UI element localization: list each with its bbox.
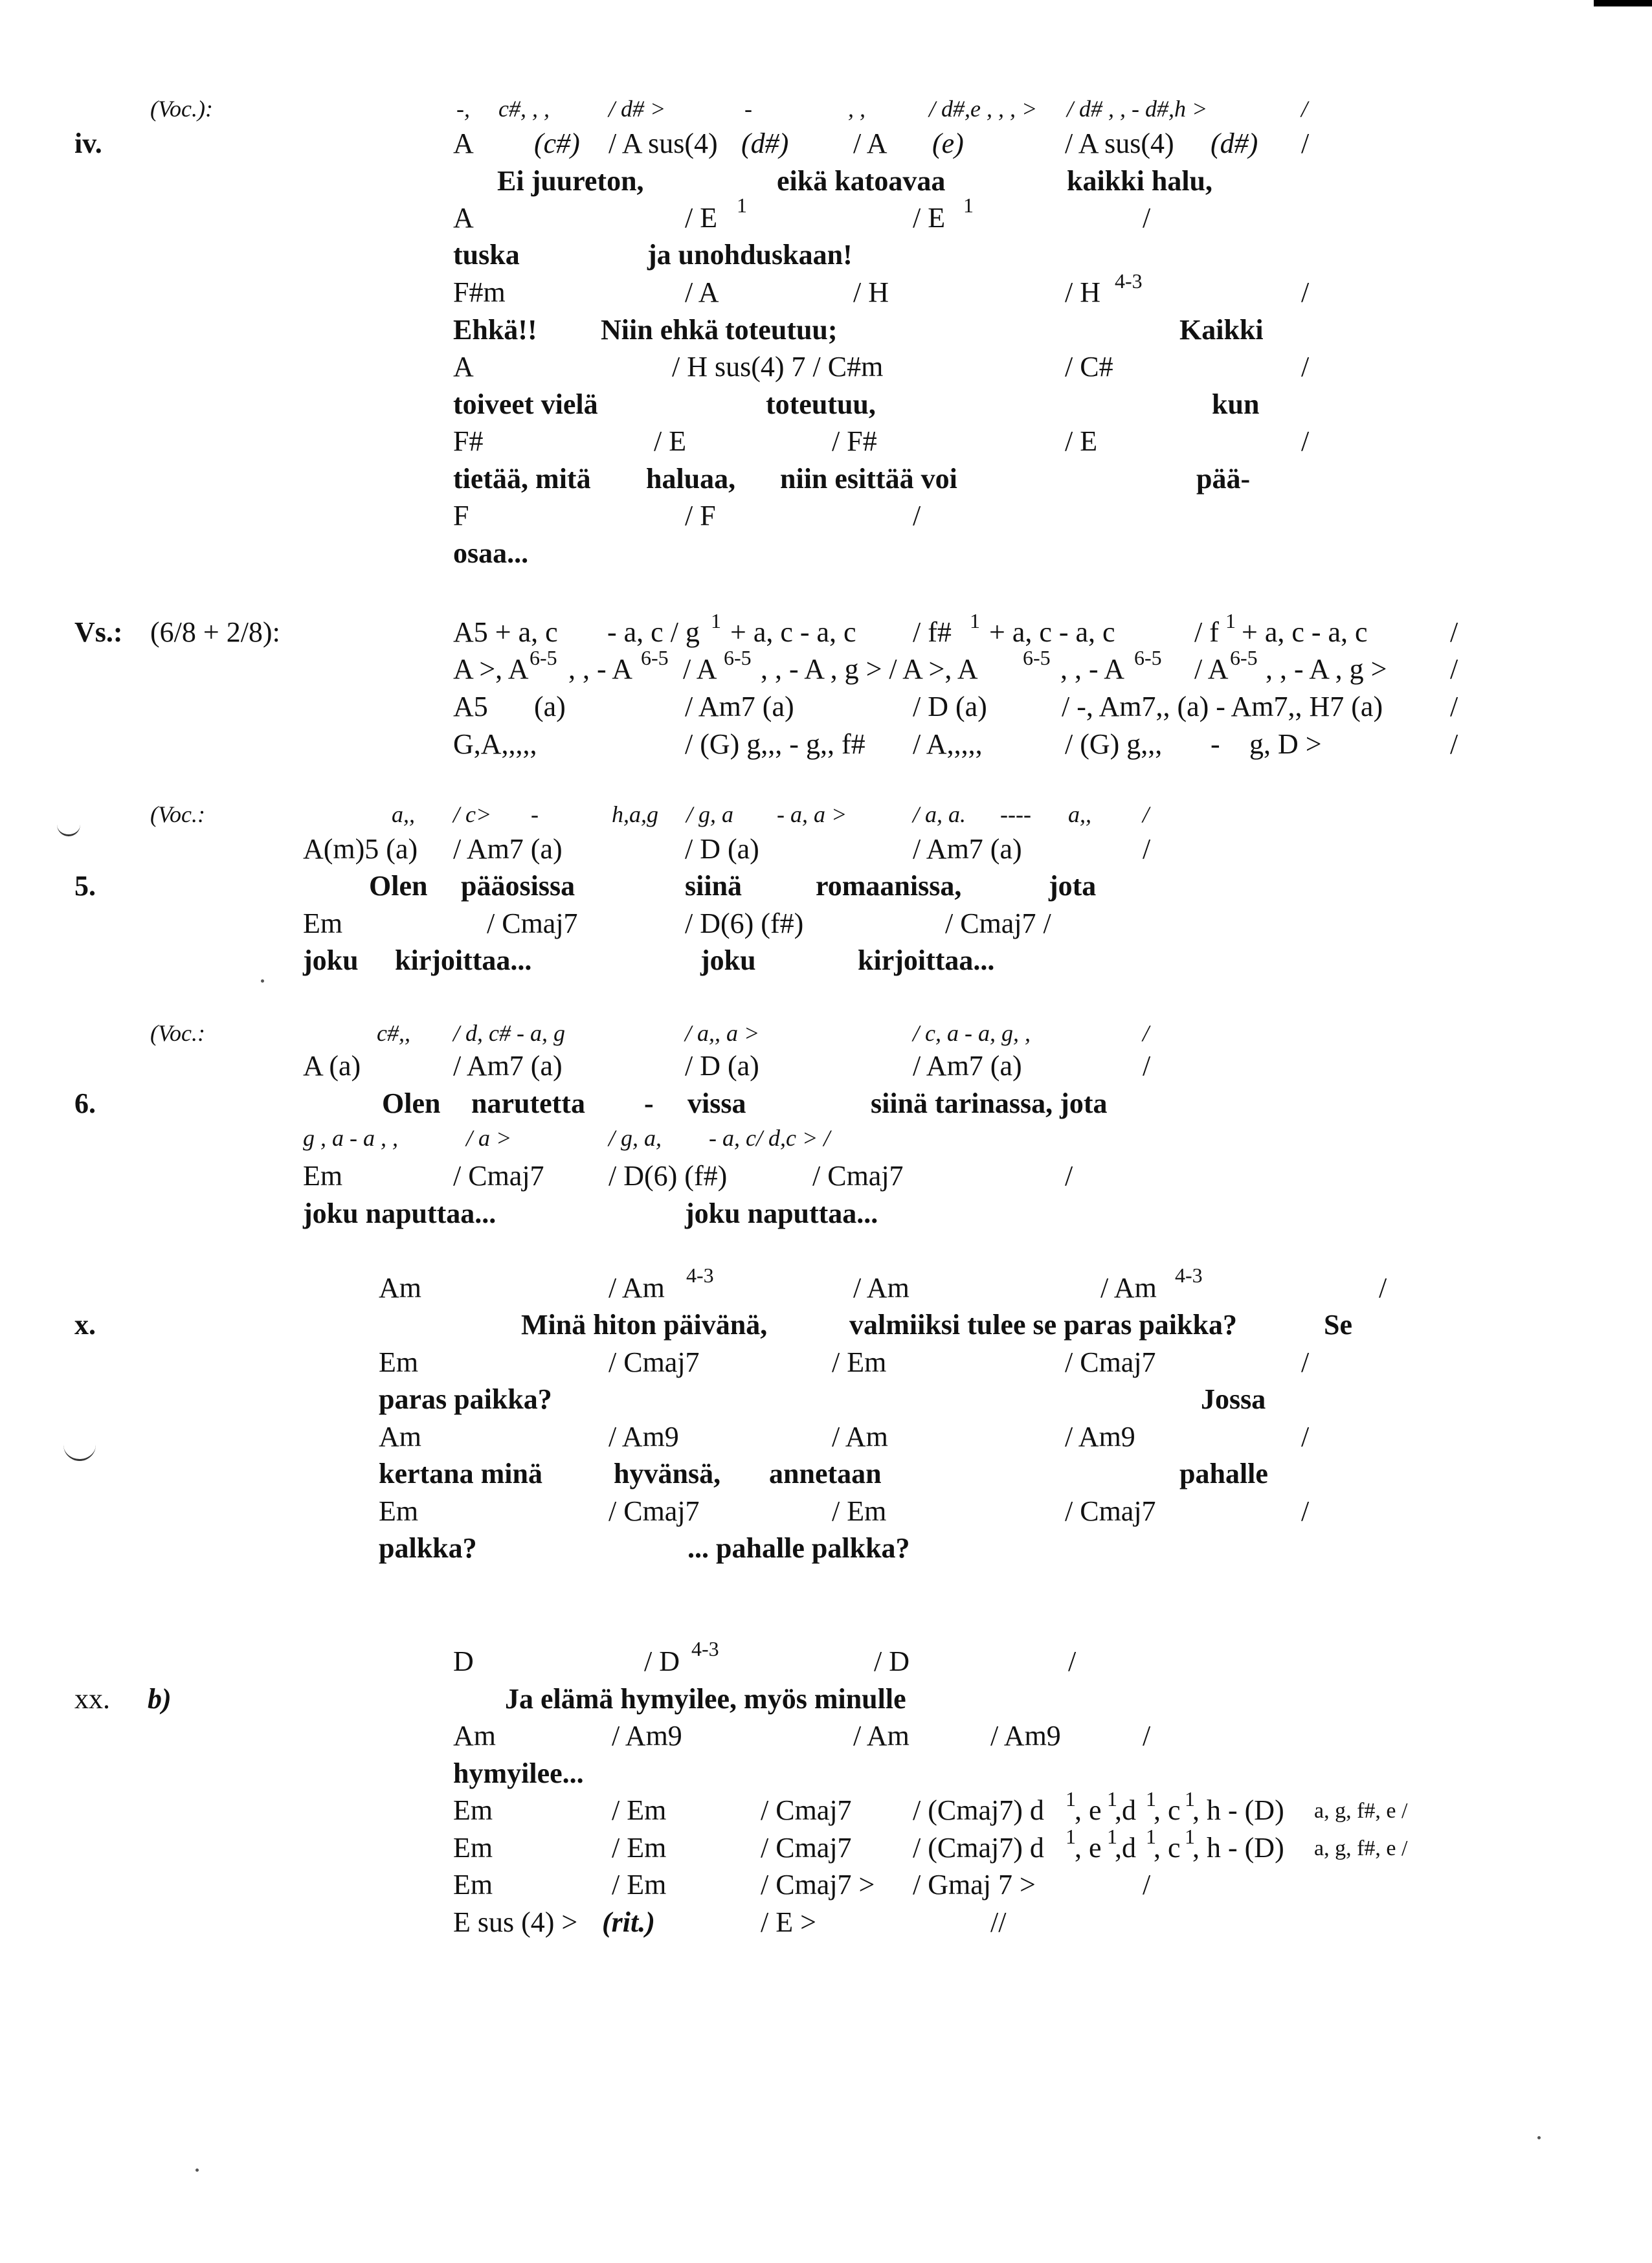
lyric: - [644, 1087, 654, 1119]
chord: Em [379, 1495, 419, 1527]
lyric: Ei juureton, [497, 165, 644, 197]
chord: / -, Am7,, (a) - Am7,, H7 (a) [1062, 691, 1383, 722]
chord: A5 [453, 691, 488, 722]
chord-superscript: 1 [1066, 1825, 1076, 1848]
section-label: 5. [74, 870, 96, 902]
s5-lyric-line-1 [0, 872, 1652, 911]
chord-notes: a, g, f#, e / [1314, 1836, 1408, 1860]
chord-note: (c#) [534, 128, 580, 159]
chord: / D(6) (f#) [608, 1160, 728, 1192]
chord: / (Cmaj7) d [913, 1794, 1044, 1826]
chord: D [453, 1645, 474, 1677]
chord-superscript: 6-5 [530, 646, 557, 669]
chord: / E [1065, 425, 1098, 457]
voc-note: / c> [453, 801, 492, 827]
vs-line-4 [0, 730, 1652, 769]
iv-lyric-line-1 [0, 167, 1652, 206]
chord: / Cmaj7 [487, 908, 578, 939]
chord: / Cmaj7 [1065, 1346, 1156, 1378]
lyric: hymyilee... [453, 1757, 584, 1789]
chord: / D (a) [685, 1050, 759, 1082]
chord-superscript: 6-5 [1230, 646, 1258, 669]
bar-line: / [1301, 351, 1310, 383]
chord: / A [683, 653, 717, 685]
lyric: narutetta [471, 1087, 585, 1119]
s6-chord-line-1 [0, 1052, 1652, 1091]
lyric: siinä [685, 870, 742, 902]
xx-chord-line-3 [0, 1787, 1652, 1835]
chord: / A,,,,, [913, 728, 983, 760]
chord-superscript: 4-3 [686, 1264, 714, 1287]
voc-note: a,, [392, 801, 415, 827]
chord: / Cmaj7 [812, 1160, 904, 1192]
chord: + a, c - a, c [730, 616, 856, 648]
lyric: vissa [687, 1087, 746, 1119]
chord: A >, A [453, 653, 529, 685]
chord-superscript: 1 [1146, 1787, 1156, 1811]
iv-chord-line-5 [0, 427, 1652, 466]
voc-note: c#,, [377, 1020, 410, 1046]
voc-note: / d# , , - d#,h > [1067, 96, 1208, 122]
xx-chord-line-6 [0, 1908, 1652, 1947]
chord: , c [1154, 1794, 1181, 1826]
voc-note: / g, a, [608, 1125, 662, 1151]
chord-note: (e) [932, 128, 964, 159]
bar-line: / [1450, 653, 1458, 685]
bar-line: / [1301, 1421, 1310, 1453]
lyric: ... pahalle palkka? [687, 1532, 910, 1564]
xx-chord-line-5 [0, 1871, 1652, 1910]
chord: E sus (4) > [453, 1906, 578, 1938]
chord: / Cmaj7 [608, 1495, 700, 1527]
bar-line: / [1450, 691, 1458, 722]
bar-line: / [1143, 801, 1150, 827]
chord: / A [1194, 653, 1229, 685]
bar-line: / [1450, 728, 1458, 760]
chord: A(m)5 (a) [303, 833, 418, 865]
chord: / Cmaj7 > [761, 1869, 875, 1901]
lyric: Jossa [1201, 1383, 1266, 1415]
chord-superscript: 1 [1225, 609, 1236, 632]
voc-note: / a > [466, 1125, 512, 1151]
chord: / Cmaj7 / [945, 908, 1051, 939]
chord-superscript: 4-3 [1115, 269, 1143, 293]
chord: / (Cmaj7) d [913, 1832, 1044, 1864]
lyric: tietää, mitä [453, 463, 591, 495]
lyric: tuska [453, 239, 520, 271]
chord: / Cmaj7 [761, 1832, 852, 1864]
chord: / A [685, 276, 719, 308]
iv-chord-line-6 [0, 502, 1652, 541]
section-label: 6. [74, 1087, 96, 1119]
chord: ,d [1115, 1832, 1136, 1864]
section-label: x. [74, 1309, 96, 1341]
bar-line: / [1143, 1720, 1151, 1752]
iv-chord-line-3 [0, 269, 1652, 317]
lyric: Se [1324, 1309, 1352, 1341]
voc-note: / g, a [686, 801, 734, 827]
lyric: toteutuu, [766, 388, 876, 420]
chord: / E > [761, 1906, 816, 1938]
xx-lyric-line-1 [0, 1685, 1652, 1724]
voc-note: - a, c/ d,c > / [709, 1125, 831, 1151]
lyric: jota [1049, 870, 1097, 902]
lyric: palkka? [379, 1532, 477, 1564]
iv-lyric-line-3 [0, 316, 1652, 355]
chord: (a) [534, 691, 566, 722]
lyric: Kaikki [1179, 314, 1264, 346]
chord: / Am7 (a) [913, 1050, 1022, 1082]
chord: / Am [853, 1272, 910, 1304]
chord: / D (a) [913, 691, 987, 722]
chord: Am [379, 1421, 421, 1453]
voc-note: / a, a. [913, 801, 966, 827]
chord: / Cmaj7 [1065, 1495, 1156, 1527]
section-label: Vs.: [74, 616, 123, 648]
voc-note: g , a - a , , [303, 1125, 398, 1151]
chord: / F# [832, 425, 877, 457]
lyric: paras paikka? [379, 1383, 552, 1415]
chord: / Am9 [1065, 1421, 1135, 1453]
chord-superscript: 1 [1185, 1787, 1195, 1811]
chord: / Em [612, 1869, 667, 1901]
chord: F#m [453, 276, 506, 308]
lyric: joku naputtaa... [685, 1198, 878, 1229]
vs-line-3 [0, 693, 1652, 731]
lyric: eikä katoavaa [777, 165, 946, 197]
voc-note: - [531, 801, 539, 827]
x-chord-line-2 [0, 1348, 1652, 1387]
lyric: kun [1212, 388, 1260, 420]
chord-superscript: 6-5 [1134, 646, 1162, 669]
chord: , e [1075, 1832, 1102, 1864]
chord: / Cmaj7 [761, 1794, 852, 1826]
x-chord-line-4 [0, 1497, 1652, 1536]
chord: + a, c - a, c [989, 616, 1115, 648]
tempo-marking: (rit.) [602, 1906, 655, 1938]
bar-line: / [1301, 128, 1310, 159]
bar-line: / [1143, 1050, 1151, 1082]
chord: / Am7 (a) [913, 833, 1022, 865]
chord-superscript: 1 [970, 609, 980, 632]
chord-notes: a, g, f#, e / [1314, 1799, 1408, 1823]
vs-line-1 [0, 609, 1652, 657]
section-sublabel: b) [148, 1683, 172, 1715]
chord-superscript: 1 [1107, 1825, 1117, 1848]
chord: / D [644, 1645, 680, 1677]
chord: / Am [832, 1421, 888, 1453]
chord-superscript: 1 [1185, 1825, 1195, 1848]
chord: / D(6) (f#) [685, 908, 804, 939]
chord: / Am [853, 1720, 910, 1752]
bar-line: / [1301, 1495, 1310, 1527]
s6-vocal-line-2 [0, 1126, 1652, 1165]
chord: / A sus(4) [608, 128, 718, 159]
iv-lyric-line-2 [0, 241, 1652, 280]
chord: / Am [1100, 1272, 1157, 1304]
chord-superscript: 6-5 [724, 646, 752, 669]
chord: , , - A [568, 653, 632, 685]
bar-line: / [1143, 202, 1151, 234]
bar-line: / [1143, 1020, 1150, 1046]
voc-note: / c, a - a, g, , [913, 1020, 1031, 1046]
x-lyric-line-4 [0, 1534, 1652, 1573]
double-bar-line: // [990, 1906, 1007, 1938]
chord: , , - A [1060, 653, 1124, 685]
lyric: joku [303, 944, 359, 976]
chord: / (G) g,,, - g,, f# [685, 728, 865, 760]
voc-label: (Voc.: [150, 1020, 205, 1046]
chord: Em [453, 1869, 493, 1901]
bar-line: / [1450, 616, 1458, 648]
chord: , c [1154, 1832, 1181, 1864]
scan-speck [1537, 2136, 1541, 2139]
bar-line: / [1301, 425, 1310, 457]
chord-note: (d#) [741, 128, 789, 159]
chord: , , - A , g > [1266, 653, 1387, 685]
s5-lyric-line-2 [0, 946, 1652, 985]
xx-chord-line-2 [0, 1722, 1652, 1761]
chord: g, D > [1249, 728, 1322, 760]
voc-note: - [744, 96, 752, 122]
vs-line-2 [0, 646, 1652, 694]
chord: / C# [1065, 351, 1113, 383]
chord: / Em [832, 1346, 887, 1378]
lyric: haluaa, [646, 463, 736, 495]
chord: - a, c / g [607, 616, 700, 648]
chord-note: (d#) [1211, 128, 1258, 159]
chord: / (G) g,,, [1065, 728, 1163, 760]
lyric: kertana minä [379, 1458, 542, 1489]
chord: Em [303, 1160, 343, 1192]
chord: A5 + a, c [453, 616, 558, 648]
voc-note: / d# > [608, 96, 666, 122]
lyric: Minä hiton päivänä, [521, 1309, 768, 1341]
s6-lyric-line-1 [0, 1089, 1652, 1128]
voc-note: / a,, a > [685, 1020, 760, 1046]
voc-note: , , [848, 96, 865, 122]
lyric: toteutuu; [725, 314, 838, 346]
chord: / Em [832, 1495, 887, 1527]
chord: / E [654, 425, 687, 457]
chord: Em [379, 1346, 419, 1378]
chord: Am [453, 1720, 496, 1752]
x-chord-line-3 [0, 1423, 1652, 1462]
chord: G,A,,,,, [453, 728, 537, 760]
chord: / Am9 [612, 1720, 682, 1752]
chord: A [453, 351, 474, 383]
lyric: pahalle [1179, 1458, 1268, 1489]
xx-chord-line-1 [0, 1637, 1652, 1686]
chord: / Am9 [990, 1720, 1061, 1752]
scan-edge-mark [1594, 0, 1652, 6]
chord-superscript: 1 [963, 194, 974, 217]
chord: / Em [612, 1832, 667, 1864]
lyric: romaanissa, [816, 870, 962, 902]
voc-label: (Voc.): [150, 96, 213, 122]
lyric: pääosissa [461, 870, 575, 902]
s5-chord-line-1 [0, 835, 1652, 874]
chord-superscript: 1 [1146, 1825, 1156, 1848]
bar-line: / [1143, 1869, 1151, 1901]
chord-superscript: 4-3 [1175, 1264, 1203, 1287]
chord: / A [853, 128, 887, 159]
bar-line: / [1068, 1645, 1077, 1677]
voc-note: h,a,g [612, 801, 658, 827]
lyric: joku naputtaa... [303, 1198, 497, 1229]
chord: A [453, 202, 474, 234]
chord: / Am [608, 1272, 665, 1304]
lyric: hyvänsä, [614, 1458, 721, 1489]
lyric: kirjoittaa... [858, 944, 995, 976]
chord: Am [379, 1272, 421, 1304]
chord: , h - (D) [1192, 1832, 1284, 1864]
lyric: Olen [382, 1087, 441, 1119]
iv-lyric-line-6 [0, 539, 1652, 578]
chord: / F [685, 500, 716, 531]
x-lyric-line-2 [0, 1385, 1652, 1424]
chord: , h - (D) [1192, 1794, 1284, 1826]
lyric: ja unohduskaan! [647, 239, 853, 271]
x-chord-line-1 [0, 1264, 1652, 1313]
section-label: xx. [74, 1683, 110, 1715]
chord: / D [874, 1645, 910, 1677]
chord: / Am7 (a) [453, 833, 563, 865]
voc-note: ---- [1000, 801, 1031, 827]
chord: F# [453, 425, 484, 457]
chord: / E [685, 202, 718, 234]
bar-line: / [913, 500, 921, 531]
chord: / A sus(4) [1065, 128, 1174, 159]
scan-speck [195, 2168, 199, 2172]
voc-note: - a, a > [777, 801, 847, 827]
lyric: kaikki halu, [1067, 165, 1213, 197]
lyric: Niin ehkä [601, 314, 719, 346]
voc-label: (Voc.: [150, 801, 205, 827]
voc-note: a,, [1068, 801, 1091, 827]
chord: / H [853, 276, 889, 308]
chord: / f [1194, 616, 1219, 648]
voc-note: / d#,e , , , > [929, 96, 1038, 122]
chord: A [453, 128, 474, 159]
chord-superscript: 1 [1066, 1787, 1076, 1811]
lyric: niin esittää voi [780, 463, 957, 495]
bar-line: / [1379, 1272, 1387, 1304]
lyric: osaa... [453, 537, 529, 569]
meter: (6/8 + 2/8): [150, 616, 280, 648]
chord: / E [913, 202, 946, 234]
chord-superscript: 6-5 [641, 646, 669, 669]
iv-lyric-line-5 [0, 465, 1652, 504]
lyric: valmiiksi tulee se paras paikka? [849, 1309, 1237, 1341]
chord: A (a) [303, 1050, 361, 1082]
chord: Em [303, 908, 343, 939]
xx-lyric-line-2 [0, 1759, 1652, 1798]
bar-line: / [1301, 276, 1310, 308]
scan-speck [261, 979, 264, 983]
chord: ,d [1115, 1794, 1136, 1826]
lyric: kirjoittaa... [395, 944, 532, 976]
lyric: Ja elämä hymyilee, myös minulle [505, 1683, 906, 1715]
chord: / D (a) [685, 833, 759, 865]
s5-chord-line-2 [0, 909, 1652, 948]
chord: / Gmaj 7 > [913, 1869, 1036, 1901]
lyric: annetaan [769, 1458, 882, 1489]
chord: / Am7 (a) [685, 691, 794, 722]
chord: / H sus(4) 7 / C#m [672, 351, 884, 383]
iv-chord-line-1 [0, 129, 1652, 168]
chord: / Em [612, 1794, 667, 1826]
lyric: pää- [1196, 463, 1251, 495]
voc-note: -, [456, 96, 470, 122]
lyric: toiveet vielä [453, 388, 598, 420]
chord: + a, c - a, c [1242, 616, 1368, 648]
chord-superscript: 1 [1107, 1787, 1117, 1811]
chord: / Am9 [608, 1421, 679, 1453]
s6-chord-line-2 [0, 1162, 1652, 1201]
chord: Em [453, 1794, 493, 1826]
bar-line: / [1143, 833, 1151, 865]
voc-note: / d, c# - a, g [453, 1020, 565, 1046]
iv-lyric-line-4 [0, 390, 1652, 429]
chord-superscript: 1 [711, 609, 721, 632]
x-lyric-line-1 [0, 1311, 1652, 1350]
bar-line: / [1301, 96, 1308, 122]
chord-superscript: 1 [737, 194, 747, 217]
chord: Em [453, 1832, 493, 1864]
iv-chord-line-2 [0, 194, 1652, 243]
chord: F [453, 500, 469, 531]
chord-superscript: 6-5 [1023, 646, 1051, 669]
chord: / Cmaj7 [608, 1346, 700, 1378]
bar-line: / [1301, 1346, 1310, 1378]
lyric: siinä tarinassa, jota [871, 1087, 1108, 1119]
chord: / Cmaj7 [453, 1160, 544, 1192]
section-label: iv. [74, 128, 102, 159]
iv-chord-line-4 [0, 353, 1652, 392]
chord-superscript: 4-3 [691, 1637, 719, 1660]
s6-lyric-line-2 [0, 1199, 1652, 1238]
xx-chord-line-4 [0, 1825, 1652, 1873]
lyric: joku [700, 944, 756, 976]
chord: / Am7 (a) [453, 1050, 563, 1082]
x-lyric-line-3 [0, 1460, 1652, 1499]
chord: - [1211, 728, 1220, 760]
lyric: Ehkä!! [453, 314, 537, 346]
chord: , , - A , g > / A >, A [761, 653, 978, 685]
chord: / H [1065, 276, 1100, 308]
chord: , e [1075, 1794, 1102, 1826]
voc-note: c#, , , [498, 96, 550, 122]
bar-line: / [1065, 1160, 1073, 1192]
lyric: Olen [369, 870, 428, 902]
chord: / f# [913, 616, 952, 648]
